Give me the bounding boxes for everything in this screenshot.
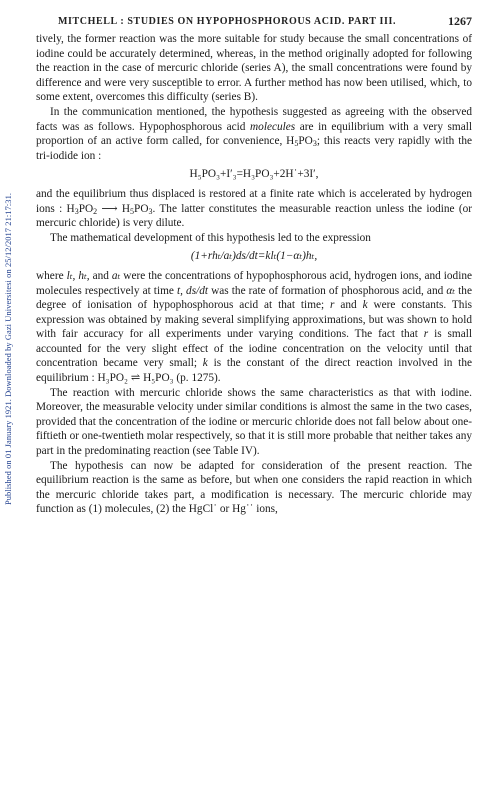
paragraph-3 (36, 187, 472, 231)
p5-text: and (92, 269, 109, 282)
download-stamp: Published on 01 January 1921. Downloaded by Gazi Universitesi on 25/12/2017 21:17:31. (4, 192, 13, 506)
paragraph-4: The mathematical development of this hypothesis led to the expression (50, 231, 371, 244)
subscript: 3 (74, 206, 79, 216)
p5-text: were the concentrations of hypophosphorous acid, hydrogen ions, and iodine molecules respectively at time (36, 269, 472, 297)
p5-text: was the rate of formation of phosphorous acid, and (211, 284, 444, 297)
page-number: 1267 (448, 14, 472, 28)
paragraph-6: The reaction with mercuric chloride shows the same characteristics as that with iodine. Moreover, the measurable velocity under similar conditions is almost the same in the two cases, provided that the concentration of the iodine or mercuric chloride does not fall below about one-fiftieth or one-twentieth molar respectively, so that it is still more probable that neither takes any part in the predominating reaction (see Table IV). (36, 386, 472, 458)
paragraph-7: The hypothesis can now be adapted for consideration of the present reaction. The equilibrium reaction is the same as before, but when one considers the rapid reaction in which the mercuric chloride takes part, a modification is necessary. The mercuric chloride may function as (1) molecules, (2) the HgCl˙ or Hg˙˙ ions, (36, 459, 472, 516)
p5-text: the degree of ionisation of hypophosphorous acid at that time; (36, 284, 472, 312)
subscript: 3 (312, 139, 317, 149)
running-head: MITCHELL : STUDIES ON HYPOPHOSPHOROUS ACID. PART III. (58, 16, 397, 27)
p3-text-a: and the equilibrium thus displaced is restored at a finite rate which is accelerated by hydrogen ions : H (36, 187, 472, 215)
p5-var: aₜ (111, 269, 121, 282)
p5-var: αₜ (446, 284, 456, 297)
p2-emphasis: molecules (250, 120, 296, 133)
p3-text-c: ⟶ H (97, 202, 131, 215)
p5-var: r (330, 299, 335, 312)
subscript: 3 (148, 206, 153, 216)
equation-2: (1+rhₜ/aₜ)ds/dt=klₜ(1−αₜ)hₜ, (190, 250, 318, 263)
equation-1: H₅PO₃+I′₃=H₃PO₃+2H˙+3I′, (189, 168, 319, 181)
p5-text: and (340, 299, 357, 312)
p5-text: is small accounted for the very slight effect of the iodine concentration on the velocity until that concentration became very small; (36, 328, 472, 370)
p5-text: where (36, 269, 64, 282)
p5-var: k (202, 357, 208, 370)
page (36, 10, 472, 517)
p2-text-c: PO (298, 135, 313, 148)
p2-text-b: are in equilibrium with a very small proportion of an active form called, for convenience, H (36, 120, 472, 148)
p2-text-d: ; this reacts very rapidly with the tri-iodide ion : (36, 135, 473, 162)
paragraph-1: tively, the former reaction was the more suitable for study because the small concentrations of iodine could be accurately determined, whereas, in the method originally adopted for following the reaction in the case of mercuric chloride (series A), the small concentrations were found by difference and were very susceptible to error. A further method has now been utilised, which, to some extent, overcomes this difficulty (series B). (36, 33, 472, 104)
p5-text: is the constant of the direct reaction involved in the equilibrium : H₃PO₂ ⇌ H₅PO₃ (p. 1275). (36, 357, 472, 385)
p5-text: were constants. This expression was obtained by making several simplifying approximations, but was shown to hold with fair accuracy for all experiments under varying conditions. The fact that (36, 299, 472, 341)
p5-var: r (423, 328, 429, 341)
subscript: 5 (294, 139, 299, 149)
subscript: 2 (93, 206, 98, 216)
p5-var: lₜ, hₜ, (66, 269, 90, 282)
p3-text-e: . The latter constitutes the measurable reaction unless the iodine (or mercuric chloride) is very dilute. (36, 202, 472, 230)
page-header (36, 10, 472, 32)
p3-text-d: PO (134, 202, 149, 215)
p3-text-b: PO (78, 202, 94, 215)
paragraph-2 (36, 105, 472, 163)
p2-text-a: In the communication mentioned, the hypothesis suggested as agreeing with the observed facts was as follows. Hypophosphorous acid (36, 105, 472, 133)
subscript: 5 (130, 206, 135, 216)
p5-var: ds/dt (186, 284, 209, 297)
p5-var: k (362, 299, 368, 312)
article-body (36, 32, 472, 517)
p5-var: t, (176, 284, 183, 297)
paragraph-5 (36, 269, 472, 386)
